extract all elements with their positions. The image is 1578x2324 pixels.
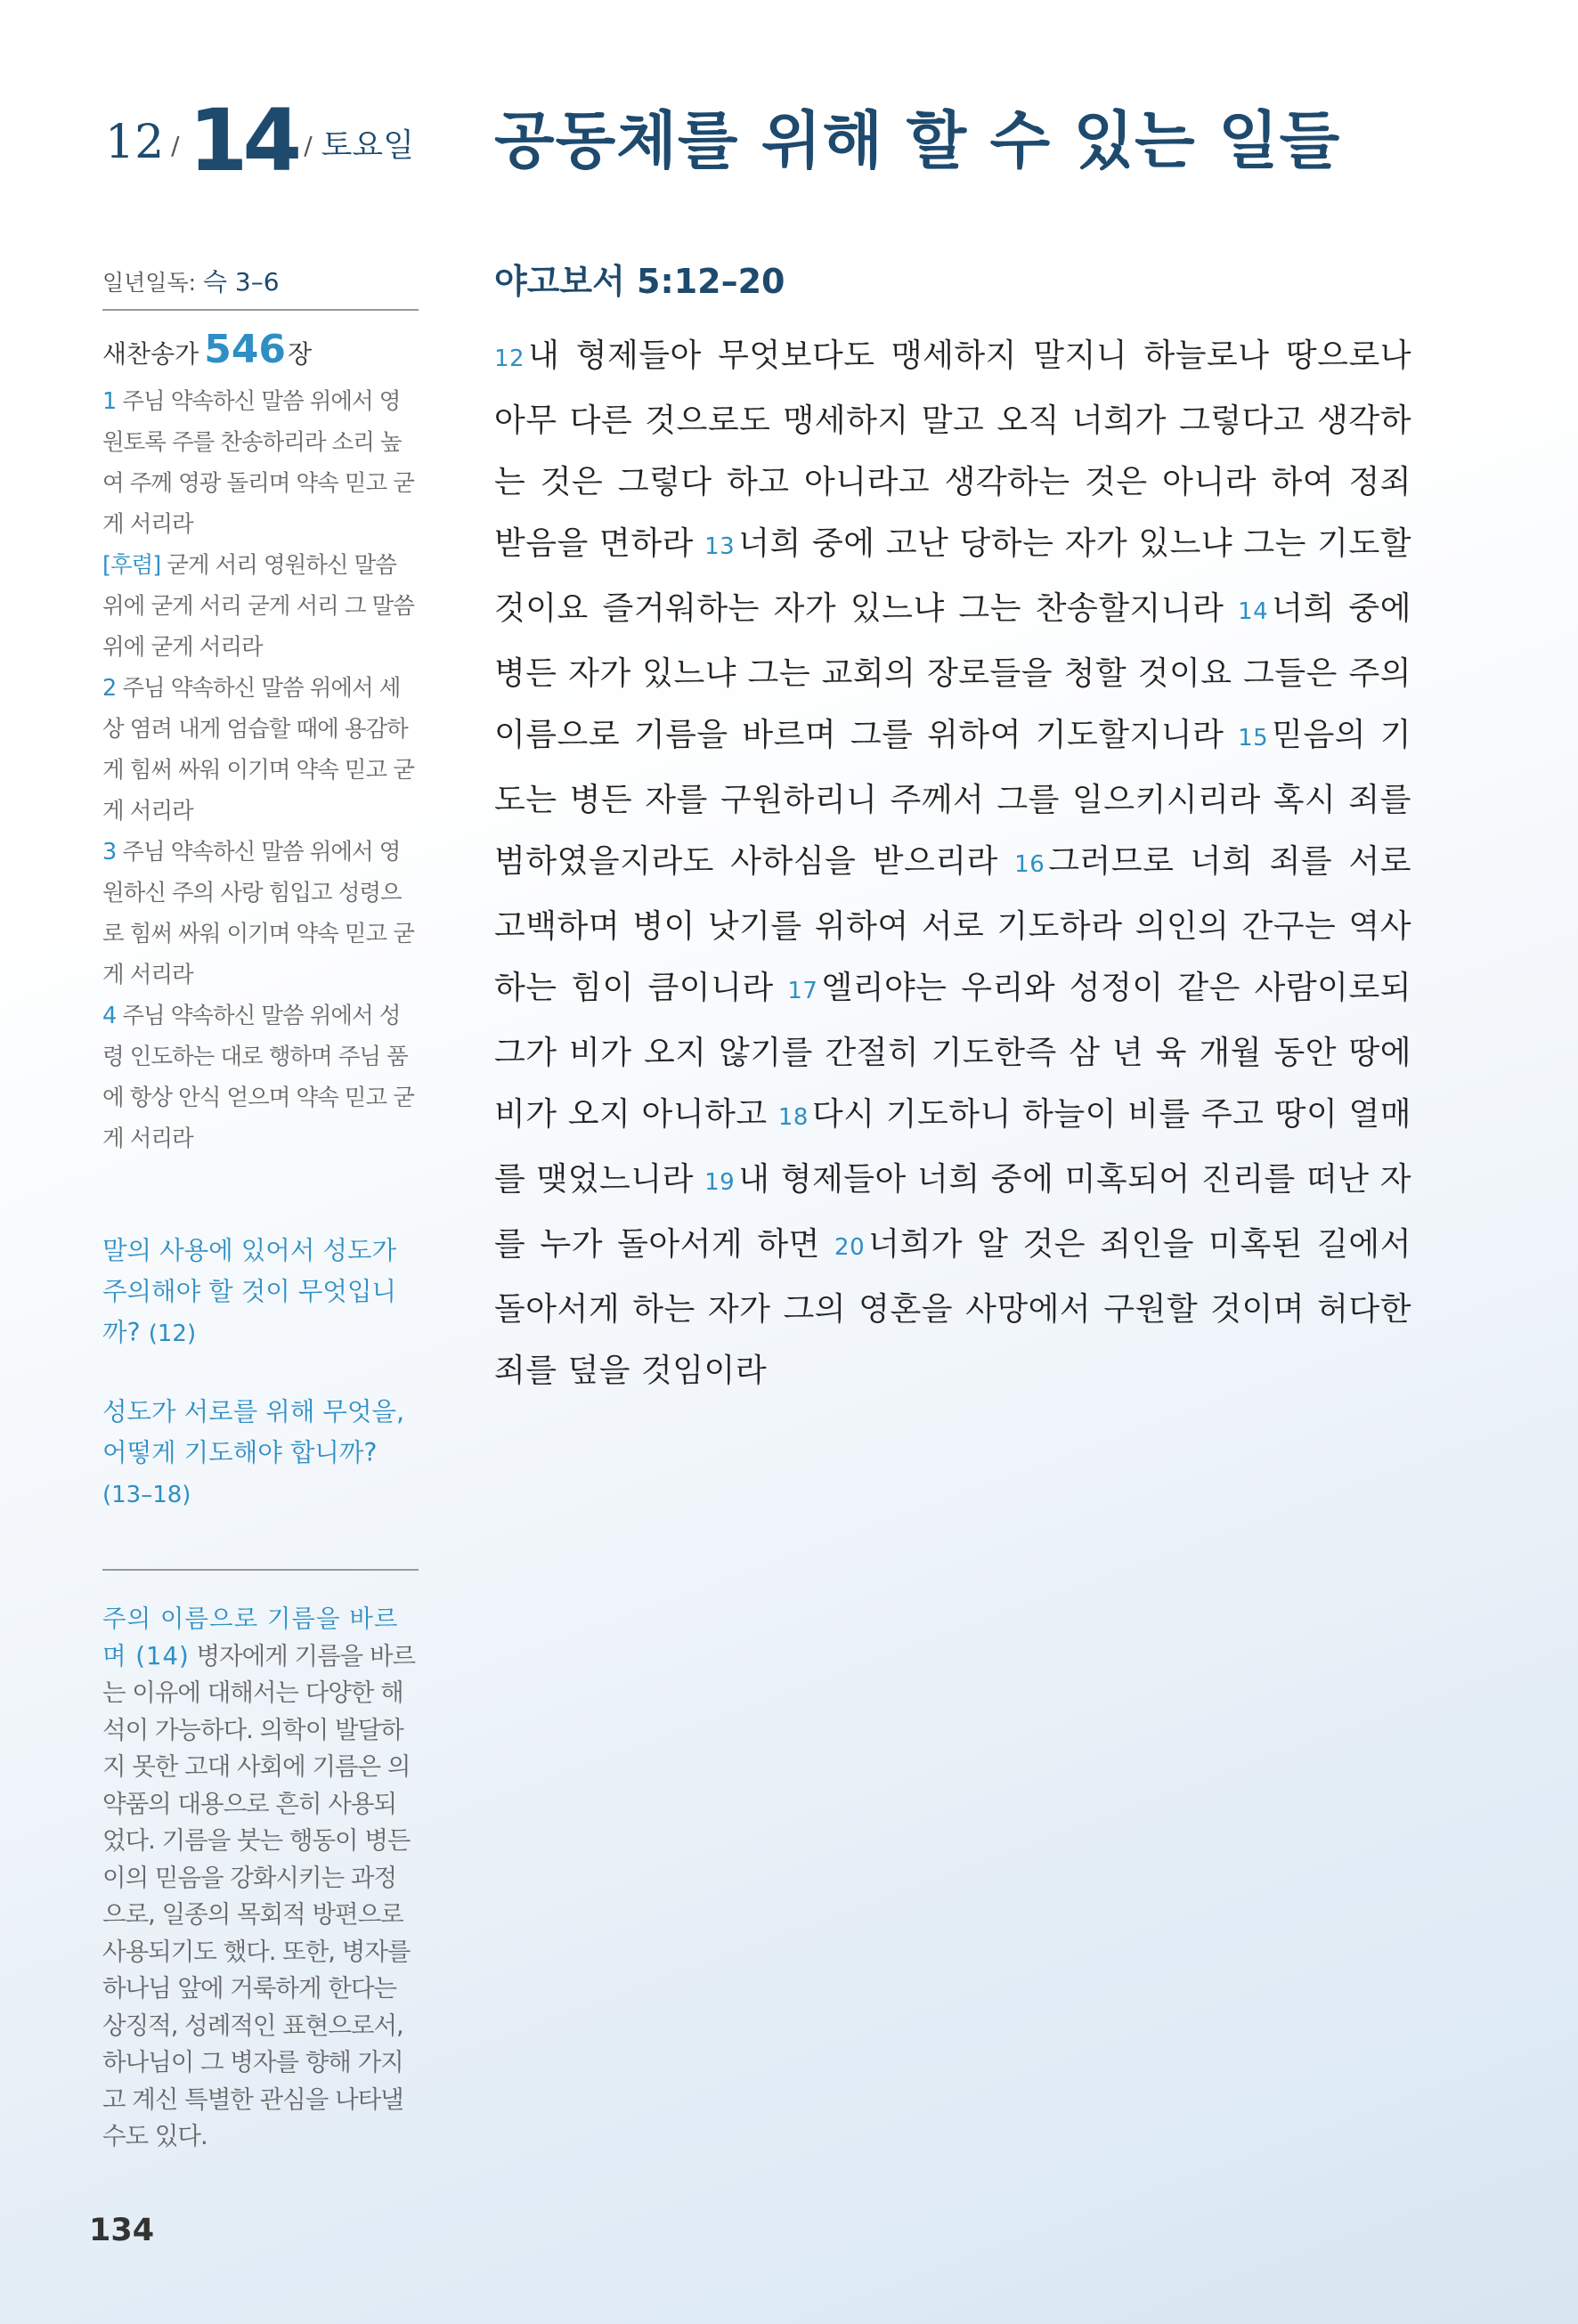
passage-text [494, 325, 1411, 1402]
hymn-lyrics [102, 381, 419, 1159]
hymn-verse [102, 668, 419, 832]
hymn-verse [102, 995, 419, 1159]
hymn-verse-text: 굳게 서리 영원하신 말씀 위에 굳게 서리 굳게 서리 그 말씀 위에 굳게 서리라 [102, 552, 414, 661]
verse-number: 14 [1238, 598, 1269, 625]
verse-number: 20 [834, 1234, 866, 1261]
verse-number: 17 [787, 978, 818, 1004]
hymn-verse-number: 3 [102, 839, 117, 865]
hymn-verse [102, 832, 419, 995]
note-title: 주의 이름으로 기름을 바르며 (14) [102, 1605, 399, 1670]
reading-ref: 슥 3–6 [202, 267, 280, 297]
hymn-refrain [102, 545, 419, 668]
hymn-verse-text: 주님 약속하신 말씀 위에서 세상 염려 내게 엄습할 때에 용감하게 힘써 싸워 이기며 약속 믿고 굳게 서리라 [102, 675, 414, 825]
verse-text: 너희 중에 고난 당하는 자가 있느냐 그는 기도할 것이요 즐거워하는 자가 있느냐 그는 찬송할지니라 [494, 525, 1411, 627]
hymn-verse-text: 주님 약속하신 말씀 위에서 영원토록 주를 찬송하리라 소리 높여 주께 영광 돌리며 약속 믿고 굳게 서리라 [102, 388, 414, 538]
verse-text: 너희 중에 병든 자가 있느냐 그는 교회의 장로들을 청할 것이요 그들은 주의 이름으로 기름을 바르며 그를 위하여 기도할지니라 [494, 590, 1411, 753]
date-header [105, 89, 414, 191]
study-note [102, 1601, 419, 2156]
date-day: 14 [188, 91, 297, 191]
date-weekday: 토요일 [321, 127, 414, 164]
question-1 [102, 1231, 419, 1354]
verse-text: 믿음의 기도는 병든 자를 구원하리니 주께서 그를 일으키시리라 혹시 죄를 범하였을지라도 사하심을 받으리라 [494, 717, 1411, 880]
verse-number: 15 [1238, 725, 1269, 752]
verse-number: 19 [704, 1169, 736, 1196]
question-2-ref: (13–18) [102, 1482, 191, 1508]
hymn-verse-number: 1 [102, 388, 117, 415]
verse-number: 13 [704, 533, 736, 560]
note-text: 병자에게 기름을 바르는 이유에 대해서는 다양한 해석이 가능하다. 의학이 발달하지 못한 고대 사회에 기름은 의약품의 대용으로 흔히 사용되었다. 기름을 붓는 행동이 병든 이의 믿음을 강화시키는 과정으로, 일종의 목회적 방편으로 사용되기도 했다. 또한, 병자를 하나님 앞에 거룩하게 한다는 상징적, 성례적인 표현으로서, 하나님이 그 병자를 향해 가지고 계신 특별한 관심을 나타낼 수도 있다. [102, 1641, 416, 2150]
verse-number: 18 [777, 1104, 809, 1131]
question-2 [102, 1392, 419, 1515]
hymn-refrain-label: [후렴] [102, 552, 161, 579]
hymn-verse-number: 4 [102, 1003, 117, 1029]
date-month: 12 [105, 116, 165, 169]
verse-text: 너희가 알 것은 죄인을 미혹된 길에서 돌아서게 하는 자가 그의 영혼을 사망에서 구원할 것이며 허다한 죄를 덮을 것임이라 [494, 1226, 1411, 1389]
verse-text: 다시 기도하니 하늘이 비를 주고 땅이 열매를 맺었느니라 [494, 1096, 1411, 1198]
annual-reading [102, 263, 419, 311]
hymn-suffix: 장 [288, 339, 313, 369]
verse-number: 16 [1014, 851, 1045, 878]
hymn-verse [102, 381, 419, 545]
hymn-verse-number: 2 [102, 675, 117, 702]
hymn-number: 546 [204, 327, 287, 372]
verse-text: 그러므로 너희 죄를 서로 고백하며 병이 낫기를 위하여 서로 기도하라 의인의 간구는 역사하는 힘이 큼이니라 [494, 843, 1412, 1006]
passage-reference: 야고보서 5:12–20 [494, 262, 785, 301]
hymn-verse-text: 주님 약속하신 말씀 위에서 성령 인도하는 대로 행하며 주님 품에 항상 안식 얻으며 약속 믿고 굳게 서리라 [102, 1003, 414, 1152]
reading-label: 일년일독: [102, 270, 197, 296]
hymn-heading [102, 327, 419, 372]
date-separator: / [171, 131, 180, 160]
hymn-verse-text: 주님 약속하신 말씀 위에서 영원하신 주의 사랑 힘입고 성령으로 힘써 싸워 이기며 약속 믿고 굳게 서리라 [102, 839, 414, 988]
divider [102, 1569, 419, 1571]
verse-text: 내 형제들아 무엇보다도 맹세하지 말지니 하늘로나 땅으로나 아무 다른 것으로도 맹세하지 말고 오직 너희가 그렇다고 생각하는 것은 그렇다 하고 아니라고 생각하는 것은 아니라 하여 정죄 받음을 면하라 [494, 337, 1411, 562]
verse-text: 내 형제들아 너희 중에 미혹되어 진리를 떠난 자를 누가 돌아서게 하면 [494, 1161, 1411, 1263]
page-title: 공동체를 위해 할 수 있는 일들 [494, 103, 1341, 177]
question-1-text: 말의 사용에 있어서 성도가 주의해야 할 것이 무엇입니까? [102, 1236, 397, 1347]
date-separator: / [304, 131, 313, 160]
hymn-prefix: 새찬송가 [102, 339, 199, 369]
verse-number: 12 [494, 345, 525, 372]
scripture-passage [494, 254, 1411, 1402]
question-2-text: 성도가 서로를 위해 무엇을, 어떻게 기도해야 합니까? [102, 1397, 405, 1467]
verse-text: 엘리야는 우리와 성정이 같은 사람이로되 그가 비가 오지 않기를 간절히 기도한즉 삼 년 육 개월 동안 땅에 비가 오지 아니하고 [494, 970, 1411, 1133]
page-number: 134 [89, 2213, 155, 2248]
sidebar [102, 263, 419, 2156]
question-1-ref: (12) [148, 1320, 197, 1347]
